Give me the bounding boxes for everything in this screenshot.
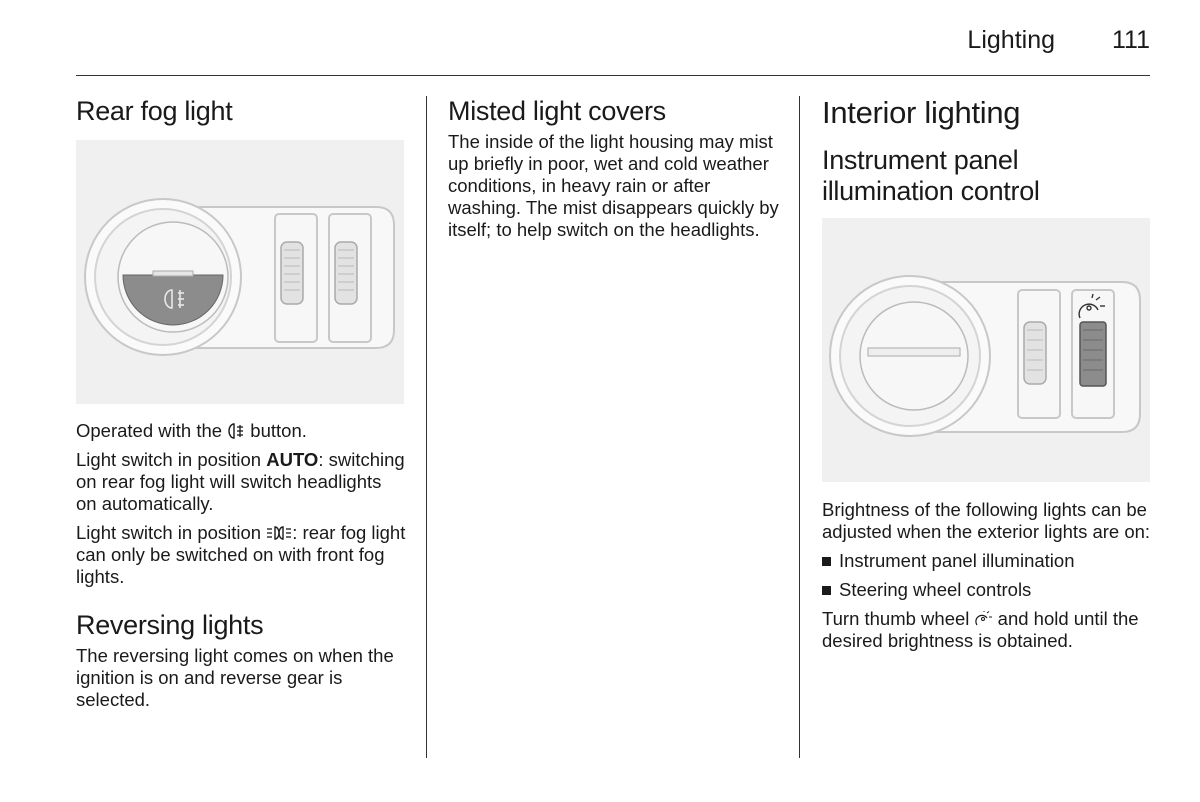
column-divider-2 bbox=[799, 96, 800, 758]
instrument-illumination-icon bbox=[975, 611, 993, 627]
running-header-section: Lighting bbox=[967, 26, 1055, 54]
paragraph-auto-position: Light switch in position AUTO: switching on rear fog light will switch headlights on automatically. bbox=[76, 449, 405, 514]
page-number: 111 bbox=[1111, 26, 1150, 54]
front-fog-light-icon bbox=[266, 526, 292, 540]
list-item: Steering wheel controls bbox=[822, 579, 1152, 601]
figure-rear-fog-light-switch bbox=[76, 140, 404, 404]
heading-instrument-panel-illumination: Instrument panel illumination control bbox=[822, 145, 1040, 206]
paragraph-operation: Operated with the button. bbox=[76, 420, 307, 441]
column-rear-fog-light bbox=[76, 95, 406, 711]
bullet-icon bbox=[822, 557, 831, 566]
bullet-icon bbox=[822, 586, 831, 595]
paragraph-thumb-wheel: Turn thumb wheel and hold until the desired brightness is obtained. bbox=[822, 608, 1139, 651]
column-interior-lighting bbox=[822, 95, 1152, 652]
heading-reversing-lights: Reversing lights bbox=[76, 610, 264, 640]
heading-misted-light-covers: Misted light covers bbox=[448, 96, 666, 126]
paragraph-brightness: Brightness of the following lights can be adjusted when the exterior lights are on: bbox=[822, 499, 1151, 542]
paragraph-reversing-lights: The reversing light comes on when the ignition is on and reverse gear is selected. bbox=[76, 645, 394, 710]
heading-interior-lighting: Interior lighting bbox=[822, 95, 1021, 130]
column-misted-light-covers bbox=[448, 95, 783, 241]
paragraph-fog-position: Light switch in position : rear fog light can only be switched on with front fog lights. bbox=[76, 522, 406, 587]
list-item: Instrument panel illumination bbox=[822, 550, 1152, 572]
header-rule bbox=[76, 75, 1150, 76]
column-divider-1 bbox=[426, 96, 427, 758]
figure-instrument-illumination-control bbox=[822, 218, 1150, 482]
paragraph-misted-light-covers: The inside of the light housing may mist up briefly in poor, wet and cold weather conditions, in heavy rain or after washing. The mist disappears quickly by itself; to help switch on the headlights. bbox=[448, 131, 779, 240]
heading-rear-fog-light: Rear fog light bbox=[76, 96, 233, 126]
rear-fog-light-icon bbox=[227, 423, 245, 439]
